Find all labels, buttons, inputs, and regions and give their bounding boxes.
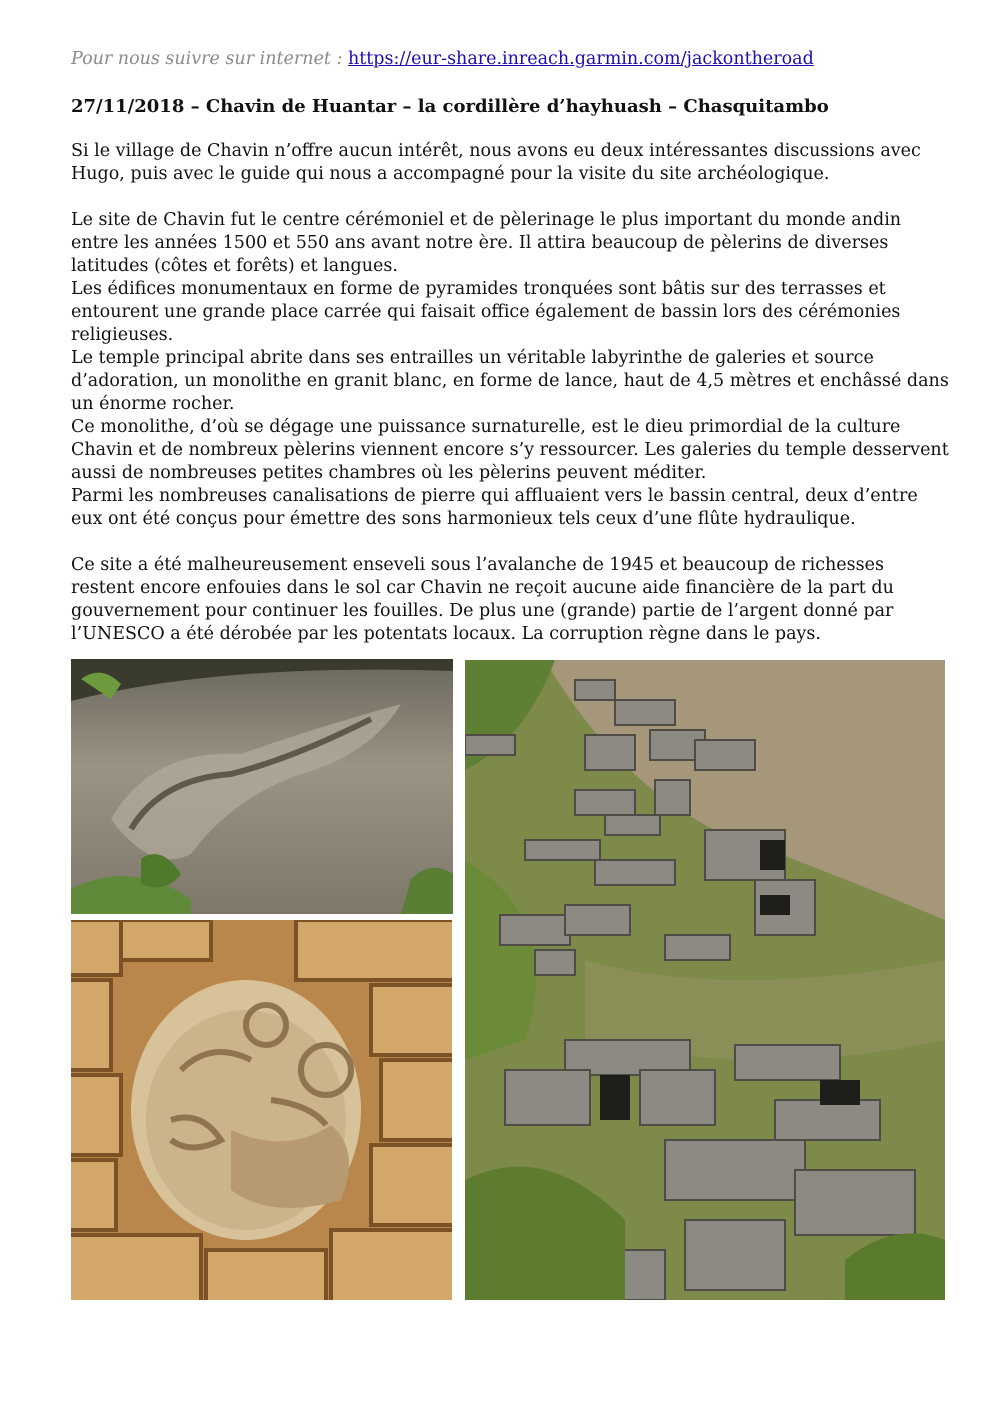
paragraph-canals: Parmi les nombreuses canalisations de pierre qui affluaient vers le bassin central, deux d’entre eux ont été conçus pour émettre des sons harmonieux tels ceux d’une flûte hydraulique. bbox=[71, 486, 918, 529]
paragraph-edifices: Les édifices monumentaux en forme de pyramides tronquées sont bâtis sur des terrasses et entourent une grande place carrée qui faisait office également de bassin lors des cérémonies religieuses. bbox=[71, 279, 901, 345]
photo-carved-stone bbox=[71, 659, 453, 914]
paragraph-monolith: Ce monolithe, d’où se dégage une puissance surnaturelle, est le dieu primordial de la culture Chavin et de nombreux pèlerins viennent encore s’y ressourcer. Les galeries du temple desservent aussi de nombreuses petites chambres où les pèlerins peuvent méditer. bbox=[71, 417, 949, 483]
tracking-link[interactable]: https://eur-share.inreach.garmin.com/jackontheroad bbox=[347, 49, 814, 69]
paragraph-temple: Le temple principal abrite dans ses entrailles un véritable labyrinthe de galeries et source d’adoration, un monolithe en granit blanc, en forme de lance, haut de 4,5 mètres et enchâssé dans un énorme rocher. bbox=[71, 348, 949, 414]
paragraph-avalanche: Ce site a été malheureusement enseveli sous l’avalanche de 1945 et beaucoup de richesses restent encore enfouies dans le sol car Chavin ne reçoit aucune aide financière de la part du gouvernement pour continuer les fouilles. De plus une (grande) partie de l’argent donné par l’UNESCO a été dérobée par les potentats locaux. La corruption règne dans le pays. bbox=[71, 555, 894, 644]
page-title: 27/11/2018 – Chavin de Huantar – la cordillère d’hayhuash – Chasquitambo bbox=[71, 96, 829, 117]
follow-line bbox=[71, 47, 814, 71]
paragraph-intro: Si le village de Chavin n’offre aucun intérêt, nous avons eu deux intéressantes discussions avec Hugo, puis avec le guide qui nous a accompagné pour la visite du site archéologique. bbox=[71, 141, 921, 184]
photo-tenon-head bbox=[71, 920, 452, 1300]
article-body bbox=[71, 140, 951, 646]
paragraph-site: Le site de Chavin fut le centre cérémoniel et de pèlerinage le plus important du monde andin entre les années 1500 et 550 ans avant notre ère. Il attira beaucoup de pèlerins de diverses latitudes (côtes et forêts) et langues. bbox=[71, 210, 902, 276]
follow-label: Pour nous suivre sur internet : bbox=[71, 49, 343, 69]
photo-stone-canals bbox=[465, 660, 945, 1300]
